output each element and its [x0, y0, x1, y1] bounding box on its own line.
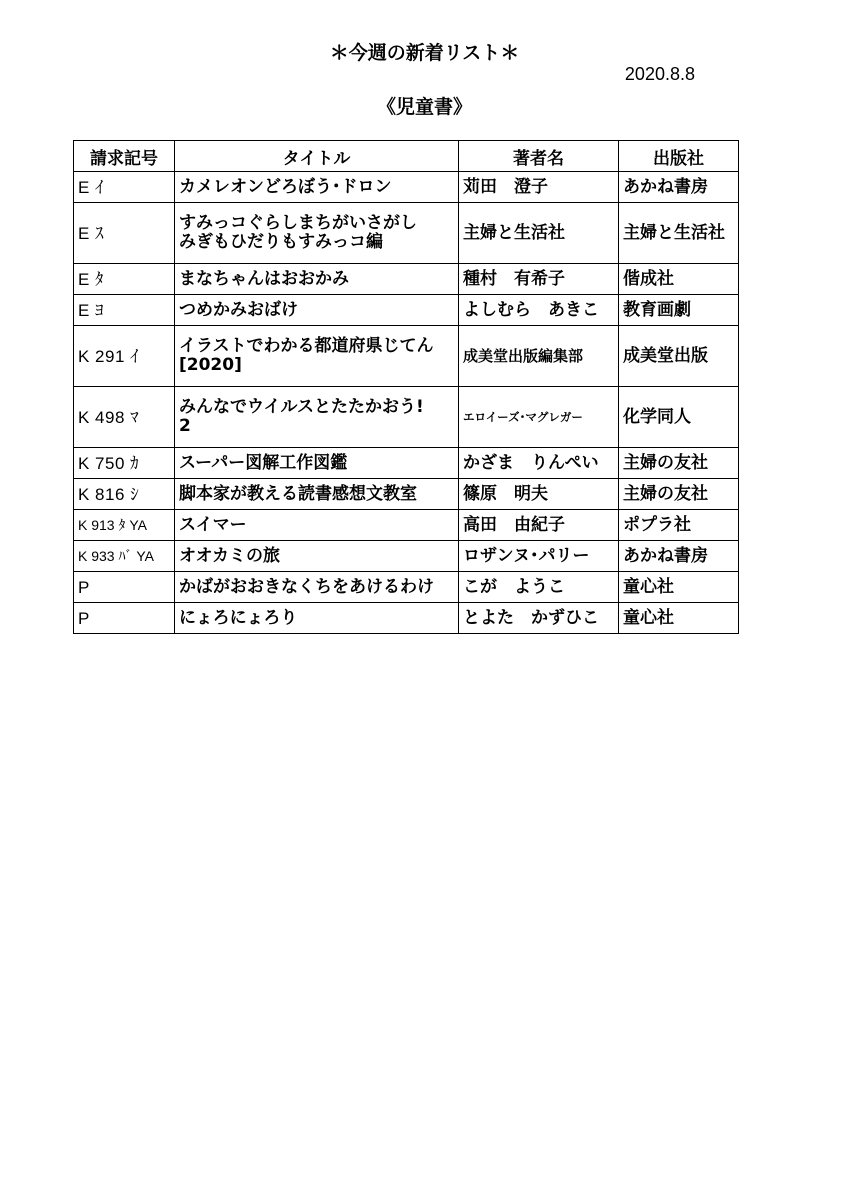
header-publisher: 出版社 — [619, 141, 739, 172]
publisher-cell: ポプラ社 — [619, 510, 739, 541]
title-cell: カメレオンどろぼう･ドロン — [175, 172, 459, 203]
table-row — [74, 510, 739, 541]
publisher-cell: 教育画劇 — [619, 295, 739, 326]
title-cell: かばがおおきなくちをあけるわけ — [175, 572, 459, 603]
title-cell: 脚本家が教える読書感想文教室 — [175, 479, 459, 510]
title-cell: イラストでわかる都道府県じてん [2020] — [175, 326, 459, 387]
title-cell: まなちゃんはおおかみ — [175, 264, 459, 295]
call-number-cell: K 933 ﾊﾞ YA — [74, 541, 175, 572]
publisher-cell: 童心社 — [619, 572, 739, 603]
table-row — [74, 541, 739, 572]
call-number-cell: K 913 ﾀ YA — [74, 510, 175, 541]
author-cell: とよた かずひこ — [459, 603, 619, 634]
title-cell: スイマー — [175, 510, 459, 541]
author-cell: よしむら あきこ — [459, 295, 619, 326]
list-date: 2020.8.8 — [624, 64, 695, 84]
author-cell: 苅田 澄子 — [459, 172, 619, 203]
publisher-cell: 化学同人 — [619, 387, 739, 448]
author-cell: 主婦と生活社 — [459, 203, 619, 264]
call-number-cell: E ﾖ — [74, 295, 175, 326]
page-title: ＊今週の新着リスト＊ — [329, 42, 520, 64]
call-number-cell: K 750 ｶ — [74, 448, 175, 479]
title-cell: スーパー図解工作図鑑 — [175, 448, 459, 479]
table-row — [74, 172, 739, 203]
author-cell: こが ようこ — [459, 572, 619, 603]
table-row — [74, 264, 739, 295]
author-cell: エロイーズ･マグレガー — [459, 387, 619, 448]
call-number-cell: E ｽ — [74, 203, 175, 264]
table-row — [74, 326, 739, 387]
title-cell: みんなでウイルスとたたかおう! 2 — [175, 387, 459, 448]
call-number-cell: K 816 ｼ — [74, 479, 175, 510]
title-cell: にょろにょろり — [175, 603, 459, 634]
author-cell: 高田 由紀子 — [459, 510, 619, 541]
publisher-cell: 主婦と生活社 — [619, 203, 739, 264]
publisher-cell: 童心社 — [619, 603, 739, 634]
title-cell: オオカミの旅 — [175, 541, 459, 572]
table-row — [74, 203, 739, 264]
publisher-cell: 主婦の友社 — [619, 479, 739, 510]
publisher-cell: 主婦の友社 — [619, 448, 739, 479]
call-number-cell: K 291 ｲ — [74, 326, 175, 387]
call-number-cell: P — [74, 572, 175, 603]
publisher-cell: 成美堂出版 — [619, 326, 739, 387]
call-number-cell: E ﾀ — [74, 264, 175, 295]
table-row — [74, 387, 739, 448]
call-number-cell: P — [74, 603, 175, 634]
author-cell: かざま りんぺい — [459, 448, 619, 479]
table-row — [74, 295, 739, 326]
table-row — [74, 572, 739, 603]
table-row — [74, 448, 739, 479]
header-title: タイトル — [175, 141, 459, 172]
call-number-cell: E ｲ — [74, 172, 175, 203]
author-cell: 成美堂出版編集部 — [459, 326, 619, 387]
author-cell: ロザンヌ･パリー — [459, 541, 619, 572]
author-cell: 種村 有希子 — [459, 264, 619, 295]
title-cell: つめかみおばけ — [175, 295, 459, 326]
section-subtitle: 《児童書》 — [376, 96, 472, 118]
publisher-cell: あかね書房 — [619, 172, 739, 203]
table-row — [74, 603, 739, 634]
publisher-cell: 偕成社 — [619, 264, 739, 295]
author-cell: 篠原 明夫 — [459, 479, 619, 510]
header-call-number: 請求記号 — [74, 141, 175, 172]
publisher-cell: あかね書房 — [619, 541, 739, 572]
table-header-row — [74, 141, 739, 172]
header-author: 著者名 — [459, 141, 619, 172]
title-cell: すみっコぐらしまちがいさがし みぎもひだりもすみっコ編 — [175, 203, 459, 264]
table-row — [74, 479, 739, 510]
new-arrivals-table — [73, 140, 739, 634]
call-number-cell: K 498 ﾏ — [74, 387, 175, 448]
